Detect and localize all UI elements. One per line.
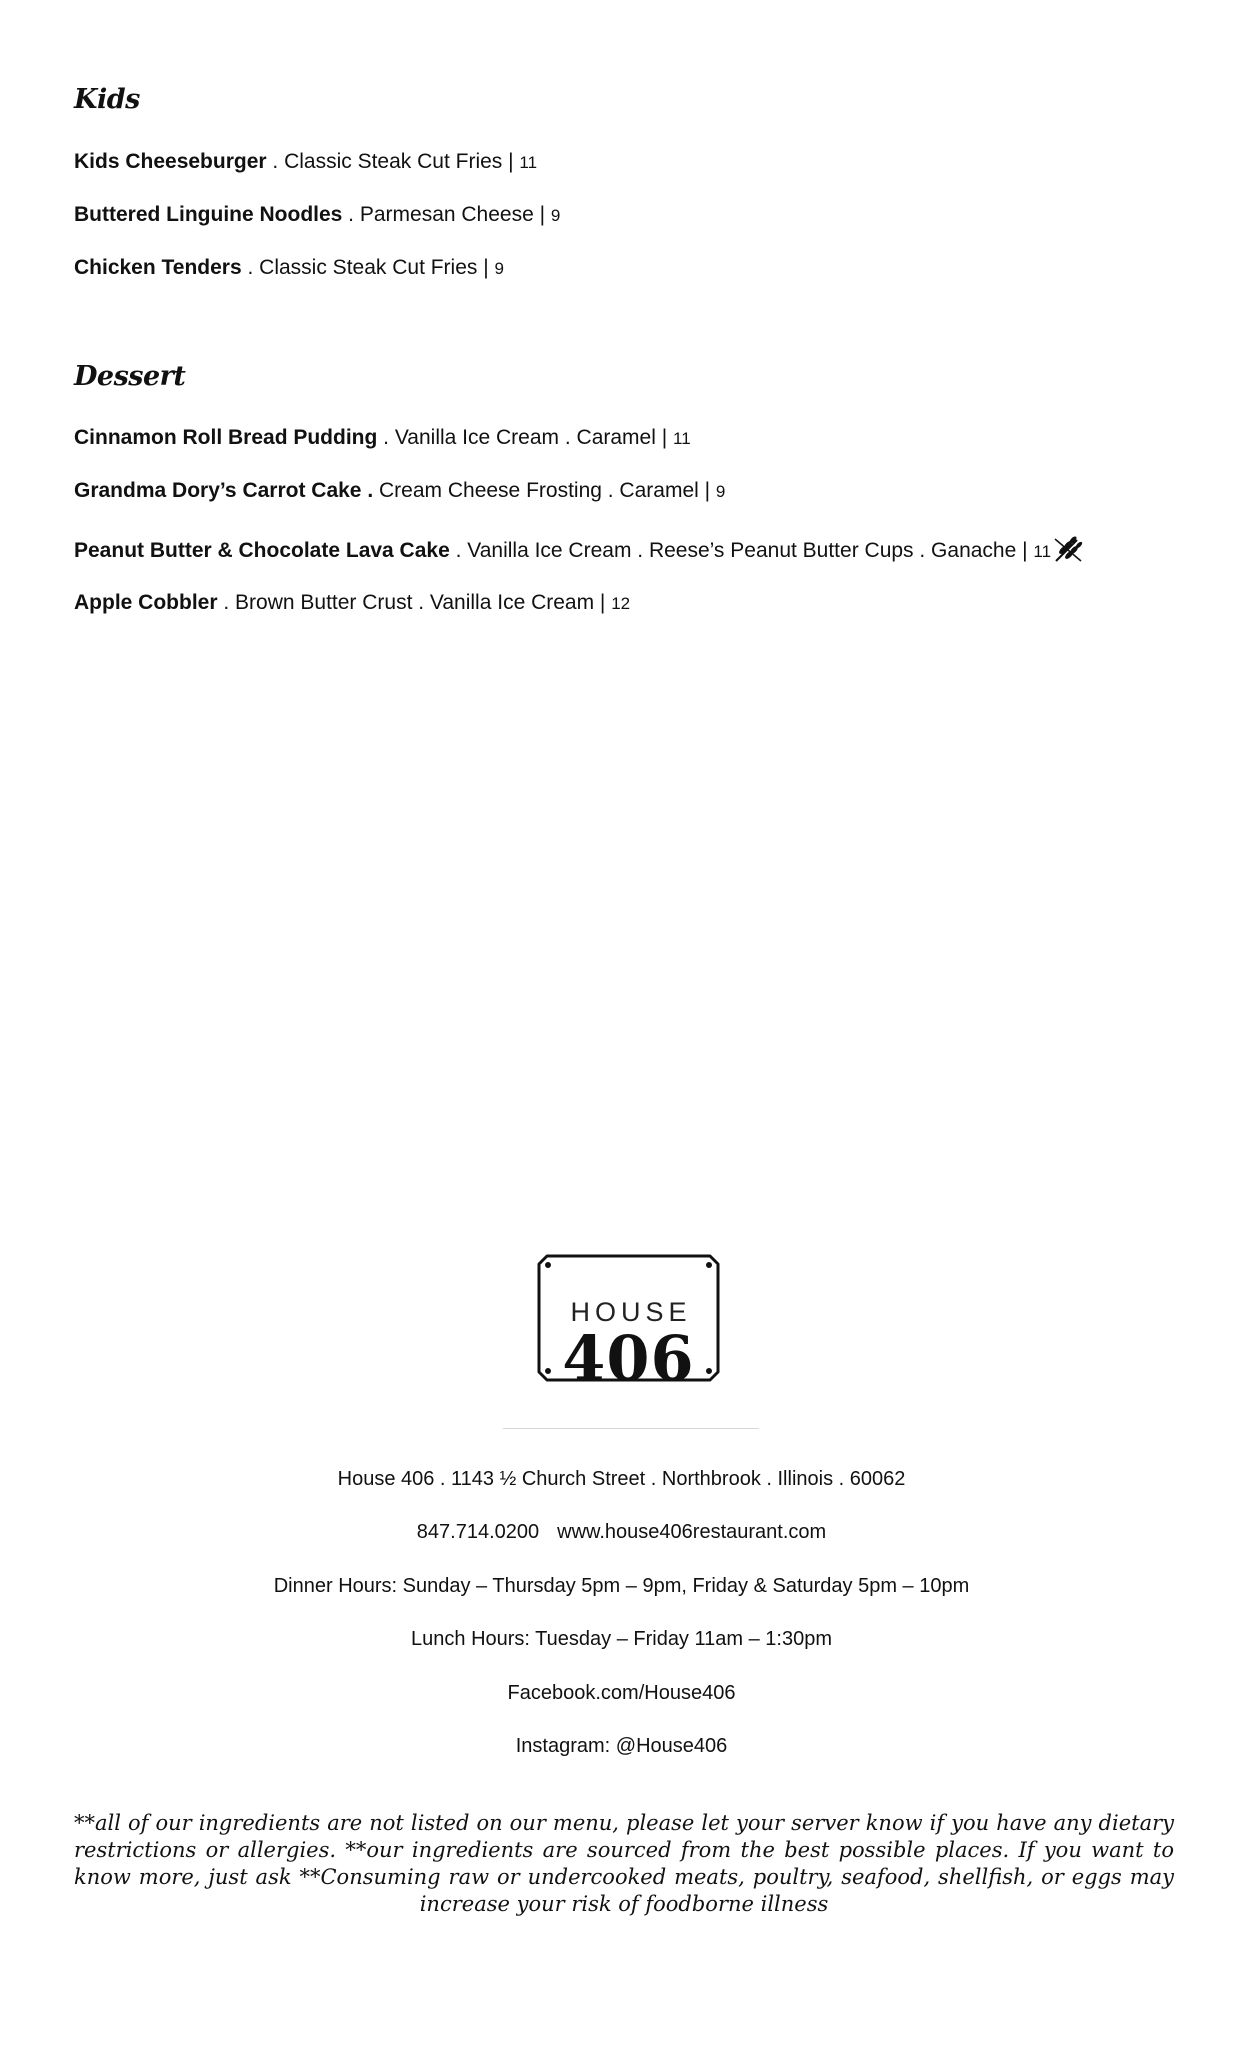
item-description: . Vanilla Ice Cream . Reese’s Peanut Butter Cups . Ganache |	[449, 539, 1034, 562]
item-price: 9	[715, 482, 726, 501]
contact-line	[0, 1521, 1243, 1544]
menu-item	[74, 479, 725, 503]
gluten-free-wheat-icon	[1053, 535, 1083, 563]
instagram-handle[interactable]: Instagram: @House406	[515, 1735, 728, 1757]
item-price: 12	[611, 594, 631, 613]
item-name: Buttered Linguine Noodles	[74, 203, 343, 226]
item-price: 11	[1033, 542, 1052, 561]
menu-item	[74, 256, 504, 280]
item-price: 11	[673, 429, 691, 448]
address: House 406 . 1143 ½ Church Street . Northbrook . Illinois . 60062	[337, 1468, 906, 1490]
dinner-hours: Dinner Hours: Sunday – Thursday 5pm – 9pm, Friday & Saturday 5pm – 10pm	[273, 1575, 970, 1597]
kids-heading: Kids	[74, 84, 140, 115]
item-price: 9	[550, 206, 561, 225]
logo-word: HOUSE	[570, 1297, 692, 1327]
item-name: Apple Cobbler	[74, 591, 218, 614]
menu-item	[74, 426, 691, 450]
menu-item	[74, 150, 537, 174]
house406-logo	[503, 1232, 759, 1429]
item-description: . Classic Steak Cut Fries |	[241, 256, 495, 279]
item-description: . Parmesan Cheese |	[342, 203, 551, 226]
item-name: Kids Cheeseburger	[74, 150, 267, 173]
item-price: 9	[494, 259, 504, 278]
item-name: Cinnamon Roll Bread Pudding	[74, 426, 378, 449]
dessert-section	[74, 361, 185, 392]
kids-section	[74, 84, 140, 115]
item-name: Peanut Butter & Chocolate Lava Cake	[74, 539, 450, 562]
allergy-disclaimer: **all of our ingredients are not listed on our menu, please let your server know if you have any dietary restrictions or allergies. **our ingredients are sourced from the best possible places. If you want to know more, just ask **Consuming raw or undercooked meats, poultry, seafood, shellfish, or eggs may increase your risk of foodborne illness	[74, 1811, 1174, 1916]
item-description: . Brown Butter Crust . Vanilla Ice Cream |	[217, 591, 612, 614]
menu-item	[74, 535, 1083, 563]
lunch-hours: Lunch Hours: Tuesday – Friday 11am – 1:30pm	[411, 1628, 832, 1650]
phone-number: 847.714.0200	[416, 1521, 540, 1543]
item-description: . Classic Steak Cut Fries |	[266, 150, 520, 173]
item-description: Cream Cheese Frosting . Caramel |	[373, 479, 716, 502]
facebook-link[interactable]: Facebook.com/House406	[507, 1682, 736, 1704]
item-price: 11	[519, 153, 538, 172]
menu-item	[74, 203, 560, 227]
item-description: . Vanilla Ice Cream . Caramel |	[377, 426, 674, 449]
item-name: Grandma Dory’s Carrot Cake .	[74, 479, 374, 502]
website-link[interactable]: www.house406restaurant.com	[557, 1521, 827, 1543]
menu-item	[74, 591, 630, 615]
dessert-heading: Dessert	[74, 361, 186, 392]
item-name: Chicken Tenders	[74, 256, 242, 279]
logo-frame	[537, 1254, 720, 1395]
logo-number: 406	[562, 1322, 695, 1395]
